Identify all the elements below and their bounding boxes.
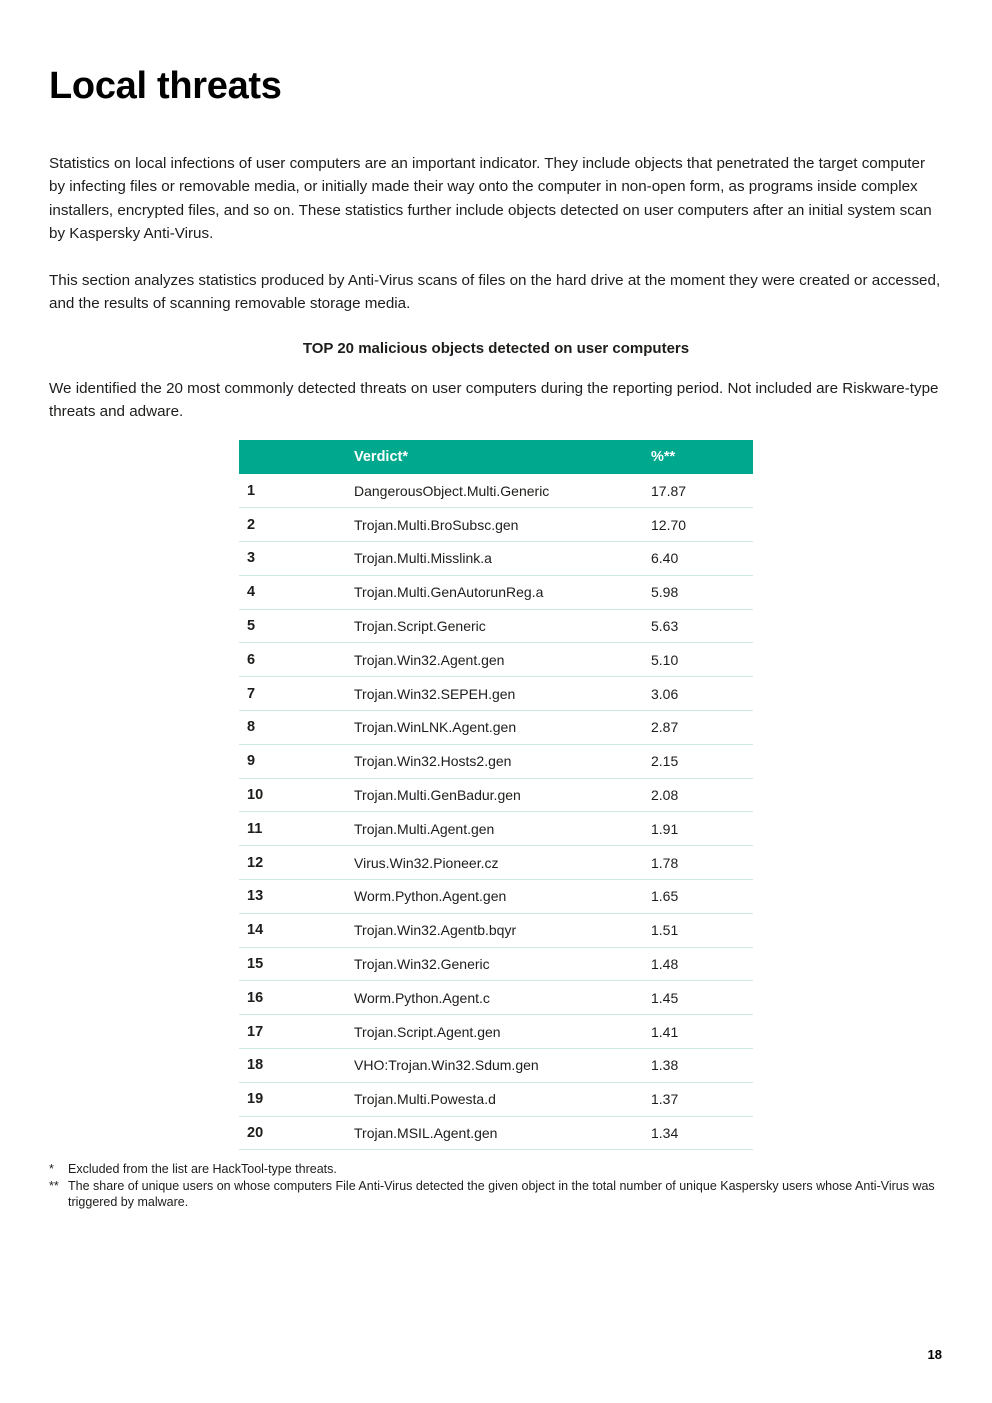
percent-cell: 5.10 — [651, 651, 679, 668]
rank-cell: 19 — [247, 1091, 264, 1108]
threats-table-container — [239, 440, 753, 1150]
verdict-cell: Trojan.Win32.SEPEH.gen — [354, 685, 516, 702]
verdict-cell: Trojan.Script.Generic — [354, 618, 486, 635]
rank-cell: 18 — [247, 1057, 264, 1074]
table-row — [239, 711, 753, 745]
table-row — [239, 575, 753, 609]
rank-cell: 14 — [247, 922, 264, 939]
verdict-cell: Trojan.Win32.Hosts2.gen — [354, 753, 512, 770]
intro-paragraph: Statistics on local infections of user computers are an important indicator. They include objects that penetrated the target computer by infecting files or removable media, or initially made their way onto the computer in non-open form, as programs inside complex installers, encrypted files, and so on. These statistics further include objects detected on user computers after an initial system scan by Kaspersky Anti-Virus. — [49, 155, 932, 243]
table-body — [239, 474, 753, 1150]
percent-cell: 1.65 — [651, 888, 679, 905]
table-row — [239, 981, 753, 1015]
page-title: Local threats — [49, 65, 282, 107]
scan-paragraph: This section analyzes statistics produced by Anti-Virus scans of files on the hard drive at the moment they were created or accessed, and the results of scanning removable storage media. — [49, 272, 941, 313]
rank-cell: 17 — [247, 1023, 264, 1040]
table-row — [239, 778, 753, 812]
verdict-cell: Trojan.Multi.BroSubsc.gen — [354, 516, 519, 533]
table-row — [239, 913, 753, 947]
table-row — [239, 643, 753, 677]
table-row — [239, 947, 753, 981]
table-row — [239, 1116, 753, 1150]
percent-cell: 1.45 — [651, 989, 679, 1006]
verdict-cell: Trojan.Multi.Misslink.a — [354, 550, 492, 567]
verdict-cell: DangerousObject.Multi.Generic — [354, 482, 550, 499]
rank-cell: 8 — [247, 719, 256, 736]
table-row — [239, 744, 753, 778]
rank-cell: 11 — [247, 820, 263, 837]
table-row — [239, 846, 753, 880]
table-header — [239, 440, 753, 474]
table-row — [239, 1015, 753, 1049]
percent-cell: 3.06 — [651, 685, 679, 702]
rank-cell: 1 — [247, 482, 256, 499]
rank-cell: 9 — [247, 753, 256, 770]
threats-table — [239, 440, 753, 1150]
percent-cell: 1.34 — [651, 1125, 679, 1142]
table-row — [239, 1082, 753, 1116]
footnote — [49, 1178, 939, 1211]
percent-cell: 1.48 — [651, 956, 679, 973]
rank-cell: 7 — [247, 685, 256, 702]
section-heading: TOP 20 malicious objects detected on user computers — [302, 340, 690, 357]
table-row — [239, 1049, 753, 1083]
verdict-cell: Trojan.Win32.Generic — [354, 956, 490, 973]
rank-cell: 6 — [247, 651, 256, 668]
verdict-cell: Trojan.Script.Agent.gen — [354, 1023, 501, 1040]
verdict-cell: Trojan.Multi.Powesta.d — [354, 1091, 496, 1108]
table-row — [239, 542, 753, 576]
column-header-percent: %** — [651, 449, 676, 465]
rank-cell: 3 — [247, 550, 256, 567]
percent-cell: 1.51 — [651, 922, 679, 939]
percent-cell: 6.40 — [651, 550, 679, 567]
table-row — [239, 474, 753, 508]
table-row — [239, 609, 753, 643]
percent-cell: 1.91 — [651, 820, 679, 837]
verdict-cell: Virus.Win32.Pioneer.cz — [354, 854, 499, 871]
rank-cell: 4 — [247, 584, 256, 601]
verdict-cell: Worm.Python.Agent.gen — [354, 888, 507, 905]
verdict-cell: Trojan.Multi.GenAutorunReg.a — [354, 584, 544, 601]
percent-cell: 1.41 — [651, 1023, 679, 1040]
page-number: 18 — [927, 1347, 942, 1362]
column-header-rank — [239, 440, 354, 474]
percent-cell: 12.70 — [651, 516, 687, 533]
footnote-mark: ** — [49, 1178, 59, 1193]
verdict-cell: Worm.Python.Agent.c — [354, 989, 490, 1006]
percent-cell: 1.37 — [651, 1091, 679, 1108]
column-header-verdict: Verdict* — [354, 449, 408, 465]
rank-cell: 20 — [247, 1125, 264, 1142]
verdict-cell: Trojan.Win32.Agent.gen — [354, 651, 505, 668]
percent-cell: 1.78 — [651, 854, 679, 871]
table-header-row — [239, 440, 753, 474]
table-row — [239, 880, 753, 914]
percent-cell: 1.38 — [651, 1057, 679, 1074]
section-paragraph: We identified the 20 most commonly detected threats on user computers during the reporting period. Not included are Riskware-type threats and adware. — [49, 380, 939, 421]
rank-cell: 5 — [247, 618, 256, 635]
verdict-cell: Trojan.Win32.Agentb.bqyr — [354, 922, 517, 939]
percent-cell: 5.98 — [651, 584, 679, 601]
percent-cell: 17.87 — [651, 482, 687, 499]
verdict-cell: Trojan.WinLNK.Agent.gen — [354, 719, 517, 736]
rank-cell: 10 — [247, 787, 264, 804]
rank-cell: 13 — [247, 888, 264, 905]
table-row — [239, 508, 753, 542]
table-row — [239, 677, 753, 711]
percent-cell: 2.15 — [651, 753, 679, 770]
rank-cell: 15 — [247, 956, 264, 973]
percent-cell: 2.08 — [651, 787, 679, 804]
rank-cell: 16 — [247, 989, 264, 1006]
footnote-mark: * — [49, 1162, 54, 1176]
percent-cell: 2.87 — [651, 719, 679, 736]
table-row — [239, 812, 753, 846]
verdict-cell: Trojan.Multi.Agent.gen — [354, 820, 495, 837]
percent-cell: 5.63 — [651, 618, 679, 635]
verdict-cell: Trojan.MSIL.Agent.gen — [354, 1125, 498, 1142]
verdict-cell: VHO:Trojan.Win32.Sdum.gen — [354, 1057, 539, 1074]
rank-cell: 12 — [247, 854, 264, 871]
verdict-cell: Trojan.Multi.GenBadur.gen — [354, 787, 521, 804]
footnotes — [49, 1161, 939, 1211]
rank-cell: 2 — [247, 516, 256, 533]
footnote — [49, 1161, 939, 1178]
footnote-text: Excluded from the list are HackTool-type threats. — [68, 1162, 337, 1176]
footnote-text: The share of unique users on whose computers File Anti-Virus detected the given object in the total number of unique Kaspersky users whose Anti-Virus was triggered by malware. — [68, 1178, 935, 1209]
